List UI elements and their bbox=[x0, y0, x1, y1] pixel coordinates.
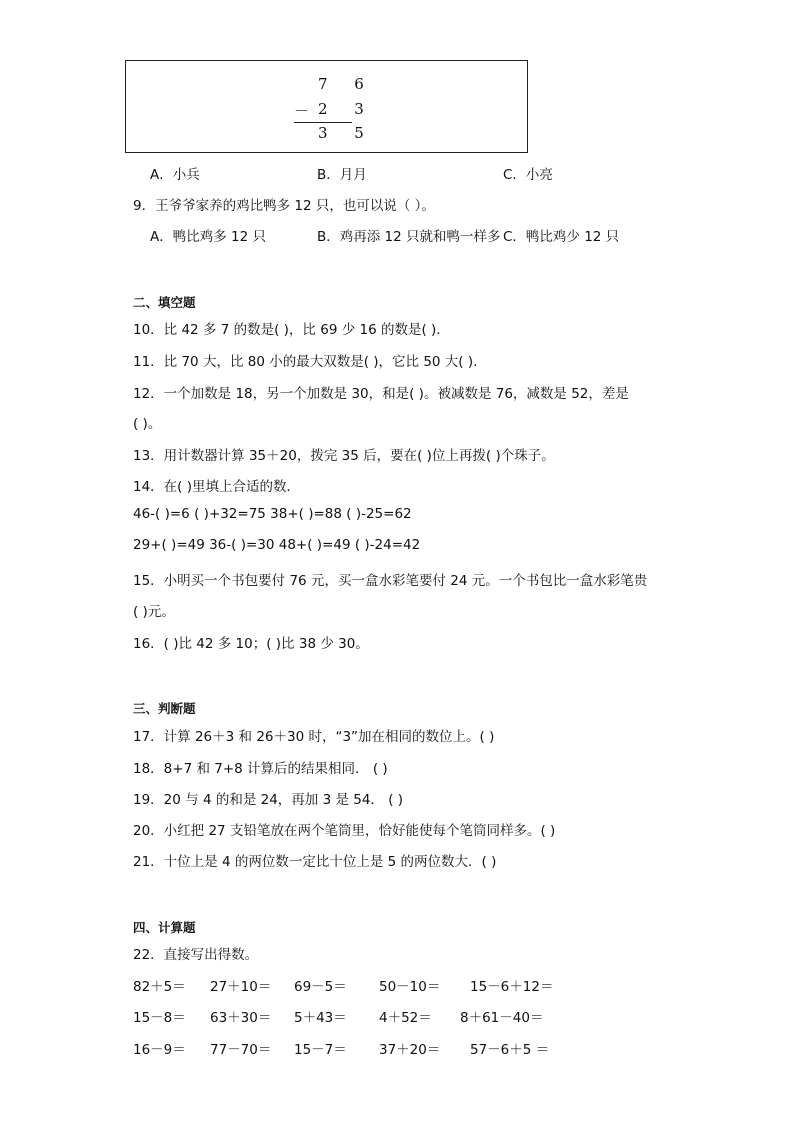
q20-text: 20．小红把 27 支铅笔放在两个笔筒里，恰好能使每个笔筒同样多。( ) bbox=[133, 823, 556, 839]
q21-text: 21．十位上是 4 的两位数一定比十位上是 5 的两位数大．( ) bbox=[133, 854, 497, 870]
calc-item: 15－8＝ bbox=[133, 1010, 186, 1026]
calc-item: 57－6＋5 ＝ bbox=[470, 1042, 550, 1058]
calc-top-number: 7 6 bbox=[318, 75, 375, 93]
section-4-title: 四、计算题 bbox=[133, 920, 196, 935]
q9-option-b: B．鸡再添 12 只就和鸭一样多 bbox=[317, 229, 501, 245]
q9-option-a: A．鸭比鸡多 12 只 bbox=[150, 229, 266, 245]
q16-text: 16．( )比 42 多 10；( )比 38 少 30。 bbox=[133, 636, 369, 652]
q10-text: 10．比 42 多 7 的数是( )，比 69 少 16 的数是( ). bbox=[133, 322, 441, 338]
q14-row-1: 46-( )=6 ( )+32=75 38+( )=88 ( )-25=62 bbox=[133, 506, 412, 522]
calc-item: 15－7＝ bbox=[294, 1042, 347, 1058]
q8-option-c: C．小亮 bbox=[503, 167, 553, 183]
q8-option-b: B．月月 bbox=[317, 167, 367, 183]
q22-text: 22．直接写出得数。 bbox=[133, 947, 259, 963]
q15-text: 15．小明买一个书包要付 76 元，买一盒水彩笔要付 24 元。一个书包比一盒水彩笔贵 bbox=[133, 573, 648, 589]
calc-item: 8＋61－40＝ bbox=[460, 1010, 544, 1026]
q8-option-a: A．小兵 bbox=[150, 167, 200, 183]
q17-text: 17．计算 26＋3 和 26＋30 时，“3”加在相同的数位上。( ) bbox=[133, 729, 495, 745]
calc-item: 5＋43＝ bbox=[294, 1010, 347, 1026]
calc-subtrahend: 2 3 bbox=[318, 100, 375, 118]
q14-row-2: 29+( )=49 36-( )=30 48+( )=49 ( )-24=42 bbox=[133, 537, 421, 553]
q12-text: 12．一个加数是 18，另一个加数是 30，和是( )。被减数是 76，减数是 52，差是 bbox=[133, 386, 629, 402]
q9-text: 9．王爷爷家养的鸡比鸭多 12 只，也可以说（ ）。 bbox=[133, 198, 435, 214]
q12-text-cont: ( )。 bbox=[133, 416, 162, 432]
calc-item: 77－70＝ bbox=[210, 1042, 272, 1058]
q9-option-c: C．鸭比鸡少 12 只 bbox=[503, 229, 620, 245]
calc-item: 37＋20＝ bbox=[379, 1042, 441, 1058]
q11-text: 11．比 70 大，比 80 小的最大双数是( )，它比 50 大( ). bbox=[133, 354, 478, 370]
calc-item: 27＋10＝ bbox=[210, 979, 272, 995]
section-2-title: 二、填空题 bbox=[133, 295, 196, 310]
vertical-subtraction-box bbox=[125, 60, 528, 153]
q14-text: 14．在( )里填上合适的数． bbox=[133, 479, 301, 495]
calc-item: 82＋5＝ bbox=[133, 979, 186, 995]
calc-item: 63＋30＝ bbox=[210, 1010, 272, 1026]
calc-item: 4＋52＝ bbox=[379, 1010, 432, 1026]
q19-text: 19．20 与 4 的和是 24，再加 3 是 54． ( ) bbox=[133, 792, 404, 808]
calc-item: 69－5＝ bbox=[294, 979, 347, 995]
section-3-title: 三、判断题 bbox=[133, 701, 196, 716]
calc-result: 3 5 bbox=[318, 124, 375, 142]
q18-text: 18．8+7 和 7+8 计算后的结果相同． ( ) bbox=[133, 761, 388, 777]
calc-minus-sign: － bbox=[294, 102, 310, 120]
q15-text-cont: ( )元。 bbox=[133, 604, 175, 620]
calc-item: 50－10＝ bbox=[379, 979, 441, 995]
calc-divider-line bbox=[294, 122, 352, 123]
calc-item: 16－9＝ bbox=[133, 1042, 186, 1058]
q13-text: 13．用计数器计算 35＋20，拨完 35 后，要在( )位上再拨( )个珠子。 bbox=[133, 448, 555, 464]
calc-item: 15－6＋12＝ bbox=[470, 979, 554, 995]
